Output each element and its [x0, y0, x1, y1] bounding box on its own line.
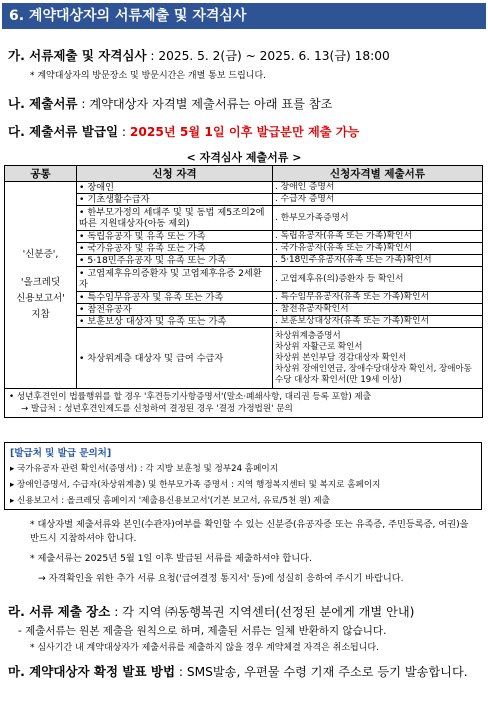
document-cell: . 보훈보상대상자(유족 또는 가족)확인서 [273, 316, 483, 328]
document-cell: . 한부모가족증명서 [273, 206, 483, 231]
guardian-issuer-line: → 발급처 : 성년후견인제도를 신청하여 결정된 경우 '결정 가정법원' 문의 [21, 404, 293, 414]
info-line: ▸ 국가유공자 관련 확인서(증명서) : 각 지방 보훈청 및 정부24 홈페이지 [10, 464, 279, 474]
common-line: 신용보고서' [16, 293, 65, 304]
section-text: : SMS발송, 우편물 수령 기재 주소로 등기 발송합니다. [175, 665, 468, 679]
submission-place [8, 602, 414, 620]
table-row [5, 243, 483, 255]
table-header-row [5, 166, 483, 182]
qualification-cell: • 국가유공자 및 유족 또는 가족 [77, 243, 273, 255]
section-text: : 2025. 5. 2(금) ~ 2025. 6. 13(금) 18:00 [146, 49, 390, 63]
qualification-cell: • 고엽제후유의증환자 및 고엽제후유증 2세환자 [77, 267, 273, 292]
table-row [5, 316, 483, 328]
qualification-cell: • 보훈보상 대상자 및 유족 또는 가족 [77, 316, 273, 328]
guardian-note [5, 389, 483, 418]
common-line: '올크레딧 [20, 277, 61, 288]
date-note: * 제출서류는 2025년 5월 1일 이후 발급된 서류를 제출하셔야 합니다. [30, 553, 312, 564]
table-row [5, 267, 483, 292]
separator: : [118, 125, 130, 139]
common-line: 지참 [31, 309, 50, 320]
section-heading: 가. 서류제출 및 자격심사 [8, 48, 147, 63]
document-cell: . 참전유공자확인서 [273, 304, 483, 316]
document-cell: . 5·18민주유공자(유족 또는 가족)확인서 [273, 255, 483, 267]
table-row [5, 328, 483, 389]
common-line: '신분증', [22, 249, 59, 260]
info-title: [발급처 및 발급 문의처] [10, 448, 112, 459]
id-note: * 대상자별 제출서류와 본인(수관자)여부를 확인할 수 있는 신분증(유공자증 또는 유족증, 주민등록증, 여권)을 반드시 지참하셔야 합니다. [30, 519, 469, 544]
document-cell: . 고엽제후유(의)증환자 등 확인서 [273, 267, 483, 292]
qualification-cell: • 독립유공자 및 유족 또는 가족 [77, 231, 273, 243]
section-heading: 나. 제출서류 [8, 96, 78, 111]
section-heading: 다. 제출서류 발급일 [8, 124, 119, 139]
visit-note: * 계약대상자의 방문장소 및 방문시간은 개별 통보 드립니다. [30, 71, 267, 81]
table-title: < 자격심사 제출서류 > [186, 151, 302, 164]
guardian-note-line: • 성년후견인이 법률행위를 할 경우 '후견등기사항증명서'(말소·폐쇄사항, 대리권 등록 포함) 제출 [9, 392, 372, 402]
required-documents [8, 94, 332, 112]
document-cell: . 국가유공자(유족 또는 가족)확인서 [273, 243, 483, 255]
table-row [5, 292, 483, 304]
section-banner: 6. 계약대상자의 서류제출 및 자격심사 [2, 3, 486, 29]
header-common: 공통 [5, 166, 77, 182]
table-row [5, 255, 483, 267]
table-footer-row [5, 389, 483, 418]
qualification-cell: • 한부모가정의 세대주 및 및 동법 제5조의2에 따른 지원대상자(아동 제외) [77, 206, 273, 231]
qualification-cell: • 5·18민주유공자 및 유족 또는 가족 [77, 255, 273, 267]
section-text: : 계약대상자 자격별 제출서류는 아래 표를 참조 [77, 97, 333, 111]
document-cell: . 독립유공자(유족 또는 가족)확인서 [273, 231, 483, 243]
common-requirement [5, 182, 77, 389]
table-row [5, 304, 483, 316]
announcement-method [8, 664, 480, 680]
original-docs-note: - 제출서류는 원본 제출을 원칙으로 하며, 제출된 서류는 일체 반환하지 않습니다. [18, 625, 387, 637]
info-line: ▸ 신용보고서 : 올크레딧 홈페이지 '제출용신용보고서'(기본 보고서, 유료/5천 원) 제출 [10, 496, 330, 506]
issue-date [8, 122, 359, 140]
documents-table [4, 165, 483, 418]
issue-date-warning: 2025년 5월 1일 이후 발급분만 제출 가능 [129, 125, 360, 139]
additional-docs-note: → 자격확인을 위한 추가 서류 요청('급여결정 통지서' 등)에 성실히 응하여 주시기 바랍니다. [38, 573, 404, 584]
document-cell: . 수급자 증명서 [273, 194, 483, 206]
document-cell: 차상위계층증명서 차상위 자활근로 확인서 차상위 본인부담 경감대상자 확인서 차상위 장애인연금, 장애수당대상자 확인서, 장애아동수당 대상자 확인서(만 19세 이상) [273, 328, 483, 389]
qualification-cell: • 기초생활수급자 [77, 194, 273, 206]
table-row [5, 231, 483, 243]
section-heading: 마. 계약대상자 확정 발표 방법 [8, 664, 176, 679]
table-row [5, 182, 483, 194]
qualification-cell: • 장애인 [77, 182, 273, 194]
document-cell: . 장애인 증명서 [273, 182, 483, 194]
table-row [5, 194, 483, 206]
section-text: : 각 지역 ㈜동행복권 지역센터(선정된 분에게 개별 안내) [110, 605, 415, 619]
issuer-info-box [4, 442, 482, 510]
submission-period [8, 46, 390, 64]
section-heading: 라. 서류 제출 장소 [8, 604, 111, 619]
table-row [5, 206, 483, 231]
qualification-cell: • 차상위계층 대상자 및 급여 수급자 [77, 328, 273, 389]
header-documents: 신청자격별 제출서류 [273, 166, 483, 182]
cancel-note: * 심사기간 내 계약대상자가 제출서류를 제출하지 않을 경우 계약체결 자격은 취소됩니다. [30, 643, 379, 653]
qualification-cell: • 특수임무유공자 및 유족 또는 가족 [77, 292, 273, 304]
document-cell: . 특수임무유공자(유족 또는 가족)확인서 [273, 292, 483, 304]
header-qualification: 신청 자격 [77, 166, 273, 182]
qualification-cell: • 참전유공자 [77, 304, 273, 316]
info-line: ▸ 장애인증명서, 수급자(차상위계층) 및 한부모가족 증명서 : 지역 행정복지센터 및 복지로 홈페이지 [10, 480, 381, 490]
